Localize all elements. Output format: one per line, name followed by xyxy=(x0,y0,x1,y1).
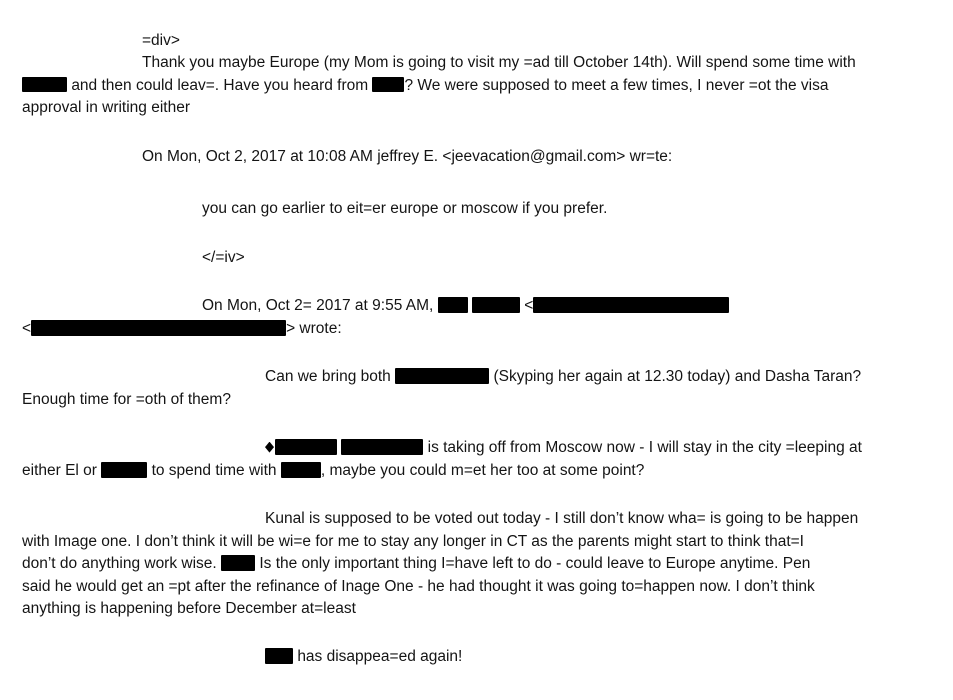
redaction-block-4 xyxy=(472,297,520,313)
paragraph-div-open xyxy=(142,30,953,52)
redaction-block-7 xyxy=(395,368,489,384)
redaction-block-1 xyxy=(22,77,67,92)
spacer-1 xyxy=(0,120,953,146)
paragraph-kunal-line1 xyxy=(265,508,953,530)
redaction-block-8 xyxy=(275,439,337,455)
paragraph-quote-header-2 xyxy=(202,295,953,317)
redaction-block-5 xyxy=(533,297,729,313)
paragraph-disappeared xyxy=(265,646,953,668)
paragraph-takingoff-line2 xyxy=(22,460,953,482)
redaction-block-6 xyxy=(31,320,286,336)
paragraph-takingoff-line1 xyxy=(265,437,953,459)
text-thankyou-line3: approval in writing either xyxy=(22,99,191,117)
spacer-top xyxy=(0,0,953,30)
diamond-glyph-icon xyxy=(265,442,274,453)
paragraph-thankyou-line2 xyxy=(22,75,953,97)
spacer-7 xyxy=(0,482,953,508)
text-quote-header-2c: < xyxy=(22,319,32,337)
spacer-4 xyxy=(0,269,953,295)
spacer-8 xyxy=(0,620,953,646)
paragraph-kunal-line4 xyxy=(22,576,953,598)
text-quote-header-2d: > wrote: xyxy=(286,319,342,337)
text-takingoff-b: either El or xyxy=(22,461,97,479)
text-kunal-4: said he would get an =pt after the refinance of Inage One - he had thought it was going to=happen now. I don’t think xyxy=(22,577,815,595)
paragraph-kunal-line3 xyxy=(22,553,953,575)
redaction-block-3 xyxy=(438,297,468,313)
text-takingoff-a: is taking off from Moscow now - I will stay in the city =leeping at xyxy=(427,439,862,457)
text-quote-header-2a: On Mon, Oct 2= 2017 at 9:55 AM, xyxy=(202,297,434,315)
text-disappeared: has disappea=ed again! xyxy=(297,648,463,666)
text-kunal-5: anything is happening before December at=least xyxy=(22,599,356,617)
text-kunal-3b: Is the only important thing I=have left to do - could leave to Europe anytime. Pen xyxy=(259,555,811,573)
paragraph-div-close xyxy=(202,247,953,269)
paragraph-go-earlier xyxy=(202,198,953,220)
text-takingoff-d: , maybe you could m=et her too at some point? xyxy=(320,461,645,479)
text-div-close: </=iv> xyxy=(202,248,245,266)
text-canwebring-b: (Skyping her again at 12.30 today) and Dasha Taran? xyxy=(493,368,862,386)
paragraph-thankyou-line1 xyxy=(142,52,953,74)
paragraph-quote-header-1 xyxy=(142,146,953,168)
spacer-5 xyxy=(0,340,953,366)
redaction-block-2 xyxy=(372,77,404,92)
text-takingoff-c: to spend time with xyxy=(151,461,277,479)
text-go-earlier: you can go earlier to eit=er europe or moscow if you prefer. xyxy=(202,200,608,218)
text-quote-header-1: On Mon, Oct 2, 2017 at 10:08 AM jeffrey E. <jeevacation@gmail.com> wr=te: xyxy=(142,147,673,165)
paragraph-thankyou-line3 xyxy=(22,97,953,119)
text-thankyou-line2a: and then could leav=. Have you heard from xyxy=(71,76,369,94)
redaction-block-13 xyxy=(265,648,293,664)
text-div-open: =div> xyxy=(142,32,180,49)
text-kunal-2: with Image one. I don’t think it will be wi=e for me to stay any longer in CT as the parents might start to think that=I xyxy=(22,532,804,550)
paragraph-kunal-line2 xyxy=(22,531,953,553)
paragraph-canwebring-line1 xyxy=(265,366,953,388)
text-canwebring-a: Can we bring both xyxy=(265,368,391,386)
spacer-3 xyxy=(0,221,953,247)
text-thankyou-line1: Thank you maybe Europe (my Mom is going to visit my =ad till October 14th). Will spend some time with xyxy=(142,54,856,72)
text-canwebring-c: Enough time for =oth of them? xyxy=(22,390,231,408)
paragraph-quote-header-2-cont xyxy=(22,318,953,340)
redaction-block-12 xyxy=(221,555,255,571)
paragraph-canwebring-line2 xyxy=(22,389,953,411)
text-thankyou-line2b: ? We were supposed to meet a few times, I never =ot the visa xyxy=(404,76,829,94)
redaction-block-9 xyxy=(341,439,423,455)
paragraph-kunal-line5 xyxy=(22,598,953,620)
spacer-2 xyxy=(0,168,953,198)
text-quote-header-2b: < xyxy=(524,297,534,315)
text-kunal-1: Kunal is supposed to be voted out today - I still don’t know wha= is going to be happen xyxy=(265,510,859,528)
text-kunal-3a: don’t do anything work wise. xyxy=(22,555,217,573)
redaction-block-10 xyxy=(101,462,147,478)
spacer-6 xyxy=(0,411,953,437)
redaction-block-11 xyxy=(281,462,321,478)
